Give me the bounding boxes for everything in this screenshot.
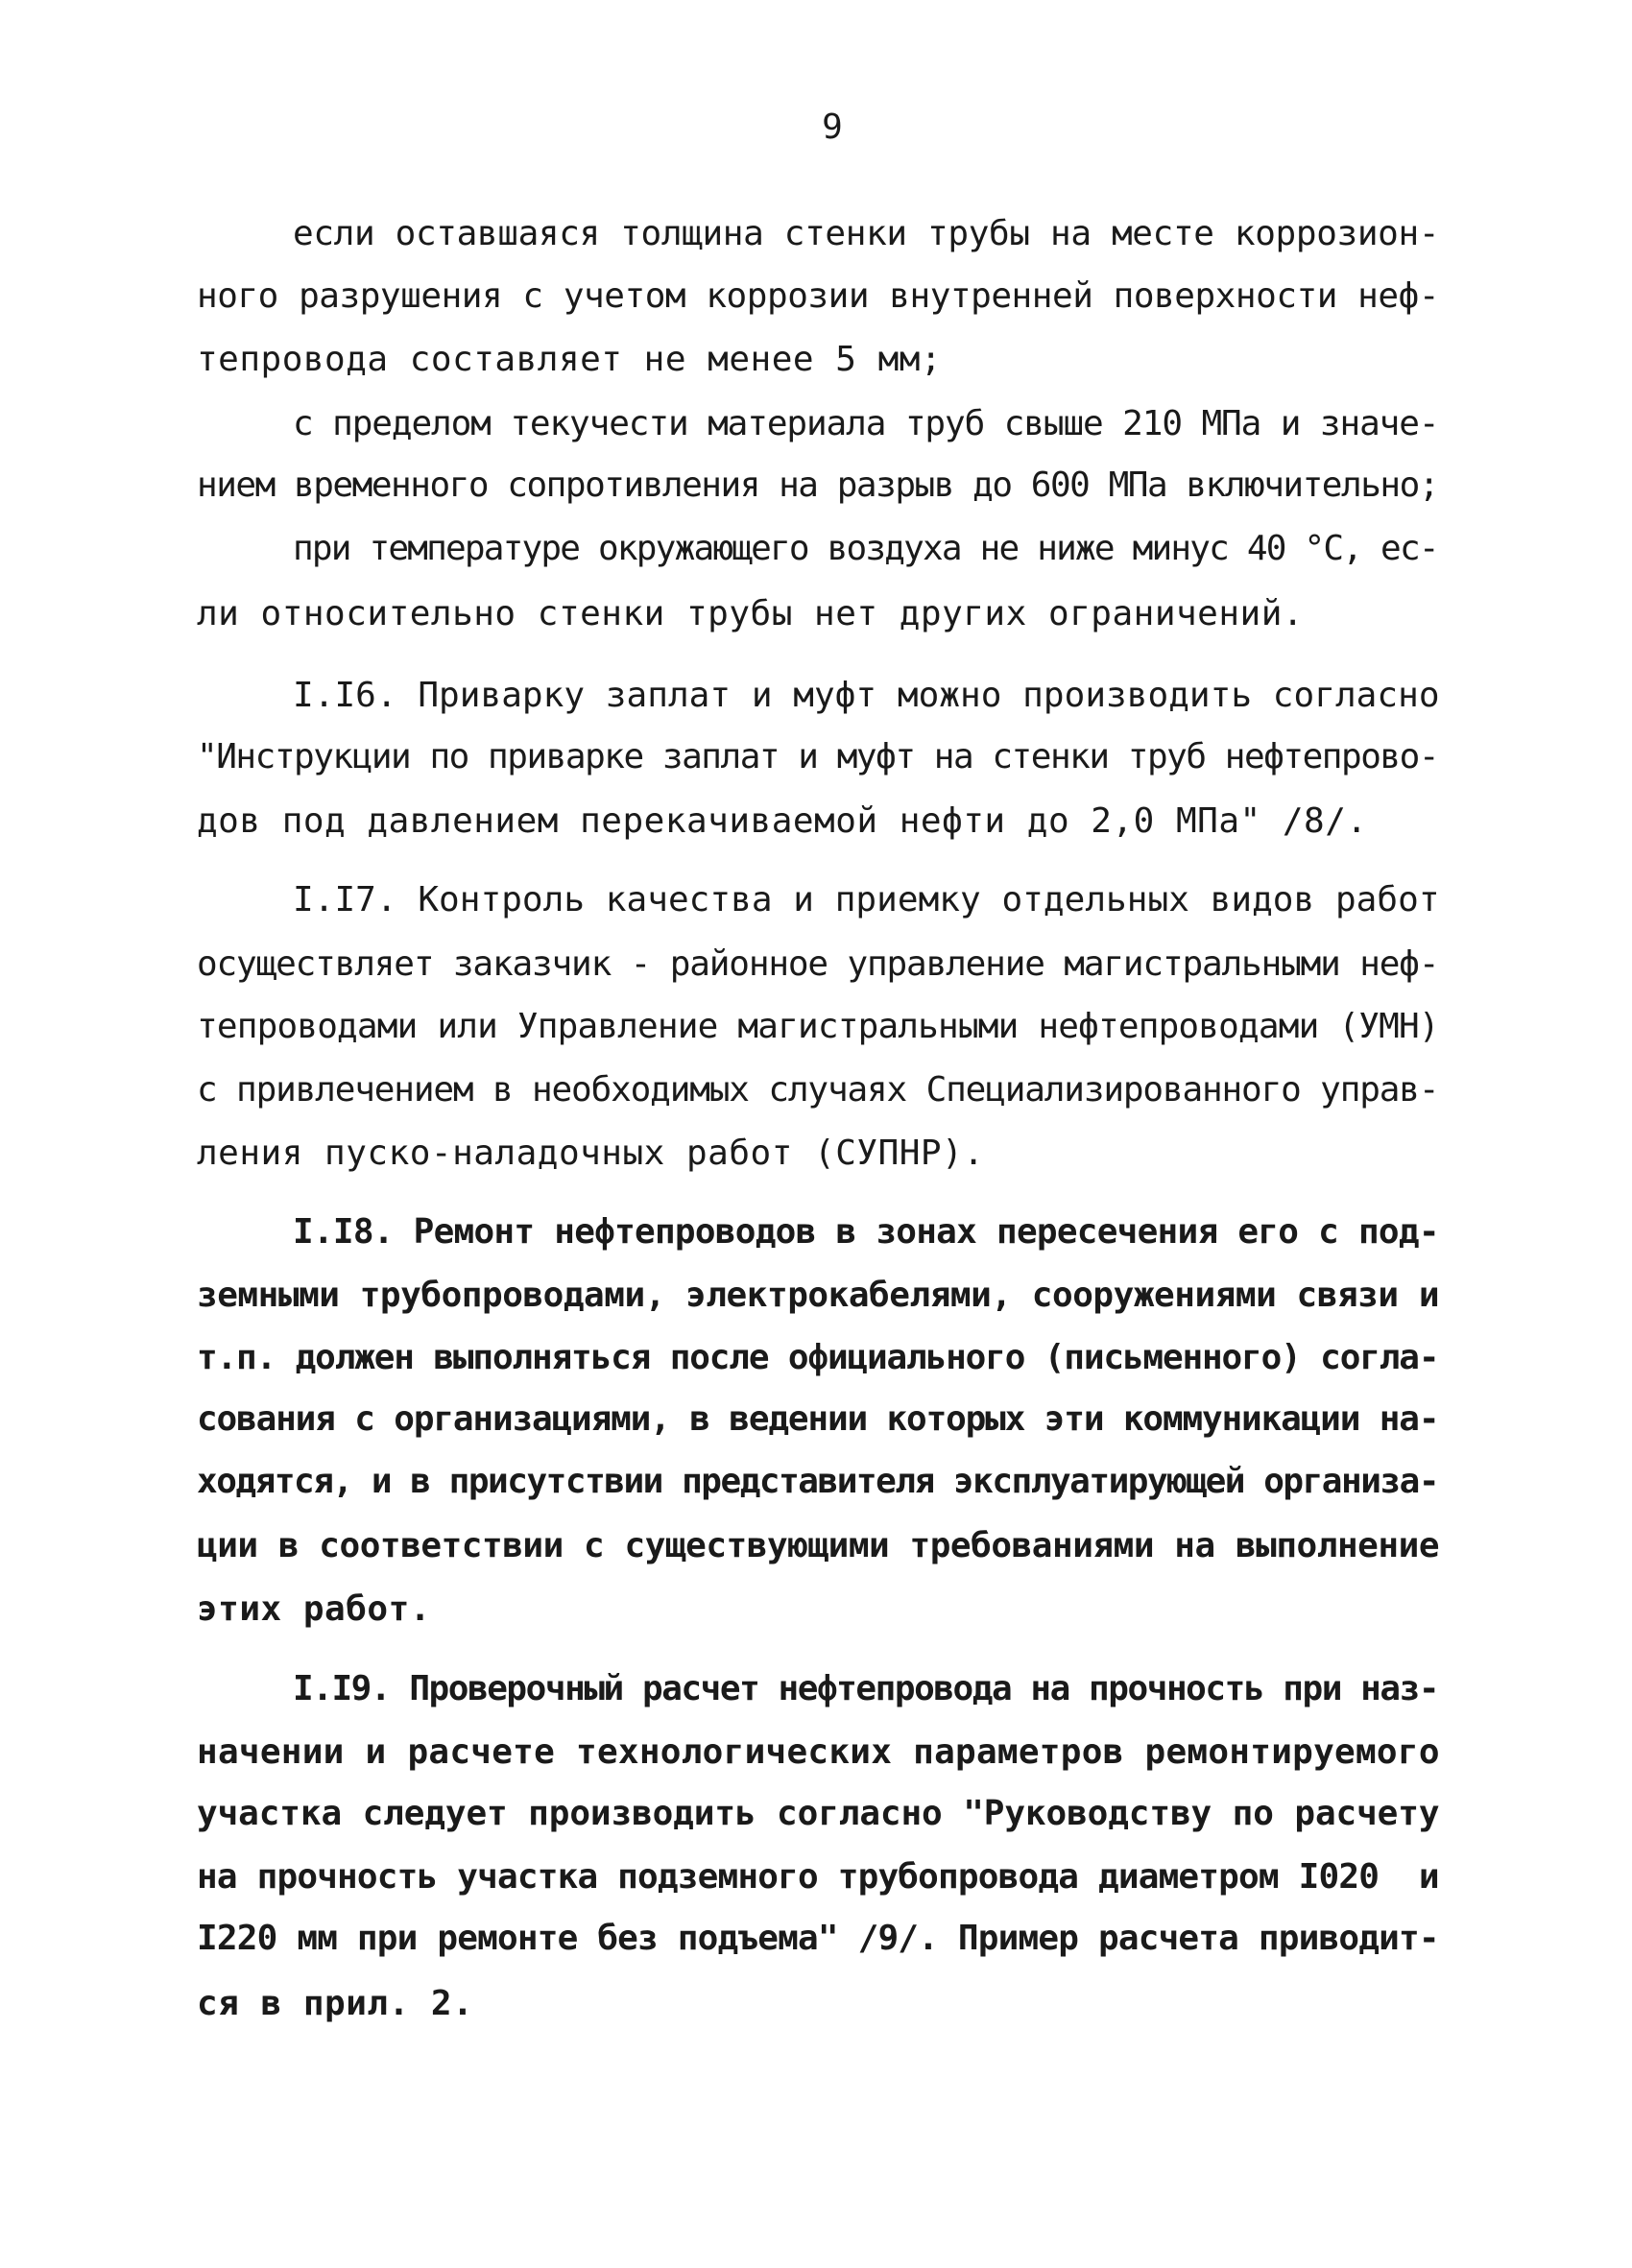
text-line: при температуре окружающего воздуха не ниже минус 40 °С, ес-	[293, 529, 1438, 568]
text-line: I.I9. Проверочный расчет нефтепровода на прочность при наз-	[293, 1669, 1439, 1708]
text-line: ся в прил. 2.	[197, 1984, 474, 2023]
text-line: I220 мм при ремонте без подъема" /9/. Пример расчета приводит-	[197, 1919, 1439, 1958]
text-line: с привлечением в необходимых случаях Специализированного управ-	[197, 1070, 1439, 1110]
text-line: ции в соответствии с существующими требованиями на выполнение	[197, 1526, 1440, 1565]
text-line: ли относительно стенки трубы нет других ограничений.	[197, 594, 1305, 633]
text-line: "Инструкции по приварке заплат и муфт на стенки труб нефтепрово-	[197, 737, 1439, 776]
text-line: на прочность участка подземного трубопровода диаметром I020 и	[197, 1857, 1439, 1897]
text-line: ходятся, и в присутствии представителя эксплуатирующей организа-	[197, 1462, 1439, 1501]
text-line: если оставшаяся толщина стенки трубы на месте коррозион-	[293, 214, 1440, 253]
text-line: этих работ.	[197, 1589, 431, 1629]
text-line: тепровода составляет не менее 5 мм;	[197, 340, 943, 379]
text-line: нием временного сопротивления на разрыв до 600 МПа включительно;	[197, 466, 1439, 505]
text-line: осуществляет заказчик - районное управление магистральными неф-	[197, 944, 1439, 984]
text-line: участка следует производить согласно "Руководству по расчету	[197, 1794, 1440, 1833]
text-line: т.п. должен выполняться после официального (письменного) согла-	[197, 1338, 1439, 1377]
text-line: I.I8. Ремонт нефтепроводов в зонах пересечения его с под-	[293, 1212, 1439, 1252]
text-line: ного разрушения с учетом коррозии внутренней поверхности неф-	[197, 276, 1440, 316]
text-line: тепроводами или Управление магистральными нефтепроводами (УМН)	[197, 1007, 1439, 1046]
text-line: I.I6. Приварку заплат и муфт можно производить согласно	[293, 676, 1440, 715]
page-number: 9	[822, 107, 843, 147]
text-line: начении и расчете технологических параметров ремонтируемого	[197, 1732, 1440, 1772]
text-line: I.I7. Контроль качества и приемку отдельных видов работ	[293, 880, 1440, 919]
text-line: земными трубопроводами, электрокабелями, сооружениями связи и	[197, 1276, 1440, 1315]
text-line: с пределом текучести материала труб свыше 210 МПа и значе-	[293, 404, 1439, 443]
text-line: сования с организациями, в ведении которых эти коммуникации на-	[197, 1399, 1439, 1439]
text-line: дов под давлением перекачиваемой нефти до 2,0 МПа" /8/.	[197, 801, 1368, 841]
text-line: ления пуско-наладочных работ (СУПНР).	[197, 1134, 985, 1173]
